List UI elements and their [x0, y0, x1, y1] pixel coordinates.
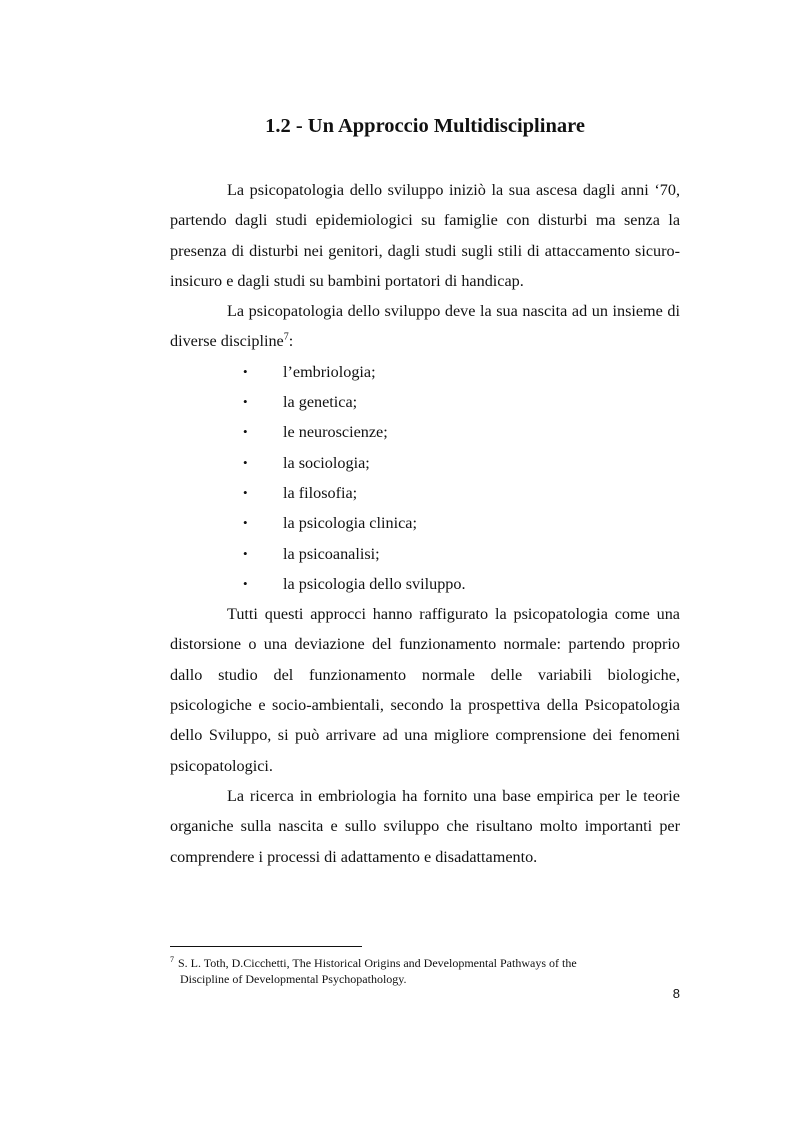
paragraph-embryology: La ricerca in embriologia ha fornito una base empirica per le teorie organiche sulla nascita e sullo sviluppo che risultano molto importanti per comprendere i processi di adattamento e disadattamento.	[170, 786, 680, 866]
bullet-icon: •	[243, 363, 248, 379]
list-item	[170, 539, 680, 569]
list-item	[170, 478, 680, 508]
footnote-reference[interactable]: 7	[283, 332, 289, 344]
paragraph-disciplines-colon: :	[288, 332, 294, 351]
list-item	[170, 387, 680, 417]
disciplines-list	[170, 357, 680, 599]
bullet-icon: •	[243, 515, 248, 531]
bullet-icon: •	[243, 424, 248, 440]
paragraph-approaches: Tutti questi approcci hanno raffigurato la psicopatologia come una distorsione o una deviazione del funzionamento normale: partendo proprio dallo studio del funzionamento normale delle variabili biologiche, psicologiche e socio-ambientali, secondo la prospettiva della Psicopatologia dello Sviluppo, si può arrivare ad una migliore comprensione dei fenomeni psicopatologici.	[170, 605, 680, 775]
list-item-text: la filosofia;	[283, 483, 358, 502]
footnote-citation: S. L. Toth, D.Cicchetti, The Historical Origins and Developmental Pathways of the	[178, 956, 577, 970]
body-text	[170, 175, 680, 872]
footnote-number: 7	[170, 955, 174, 964]
paragraph-disciplines-text: La psicopatologia dello sviluppo deve la sua nascita ad un insieme di diverse discipline	[170, 302, 680, 351]
page-number: 8	[672, 986, 680, 1001]
bullet-icon: •	[243, 484, 248, 500]
paragraph-intro: La psicopatologia dello sviluppo iniziò la sua ascesa dagli anni ‘70, partendo dagli studi epidemiologici su famiglie con disturbi ma senza la presenza di disturbi nei genitori, dagli studi sugli stili di attaccamento sicuro-insicuro e dagli studi su bambini portatori di handicap.	[170, 181, 680, 290]
list-item-text: la psicologia clinica;	[283, 514, 417, 533]
footnote	[170, 955, 680, 987]
list-item-text: la psicologia dello sviluppo.	[283, 574, 466, 593]
list-item-text: l’embriologia;	[283, 362, 376, 381]
list-item-text: la sociologia;	[283, 453, 370, 472]
bullet-icon: •	[243, 454, 248, 470]
bullet-icon: •	[243, 394, 248, 410]
list-item	[170, 508, 680, 538]
list-item	[170, 448, 680, 478]
paragraph-disciplines-intro	[170, 296, 680, 357]
footnote-line-2: Discipline of Developmental Psychopathology.	[180, 972, 407, 986]
footnote-divider	[170, 946, 362, 947]
bullet-icon: •	[243, 575, 248, 591]
list-item-text: le neuroscienze;	[283, 423, 388, 442]
list-item	[170, 357, 680, 387]
list-item-text: la psicoanalisi;	[283, 544, 380, 563]
bullet-icon: •	[243, 545, 248, 561]
list-item-text: la genetica;	[283, 393, 358, 412]
list-item	[170, 417, 680, 447]
section-title: 1.2 - Un Approccio Multidisciplinare	[265, 115, 585, 137]
list-item	[170, 569, 680, 599]
footnote-line-1	[170, 955, 680, 971]
